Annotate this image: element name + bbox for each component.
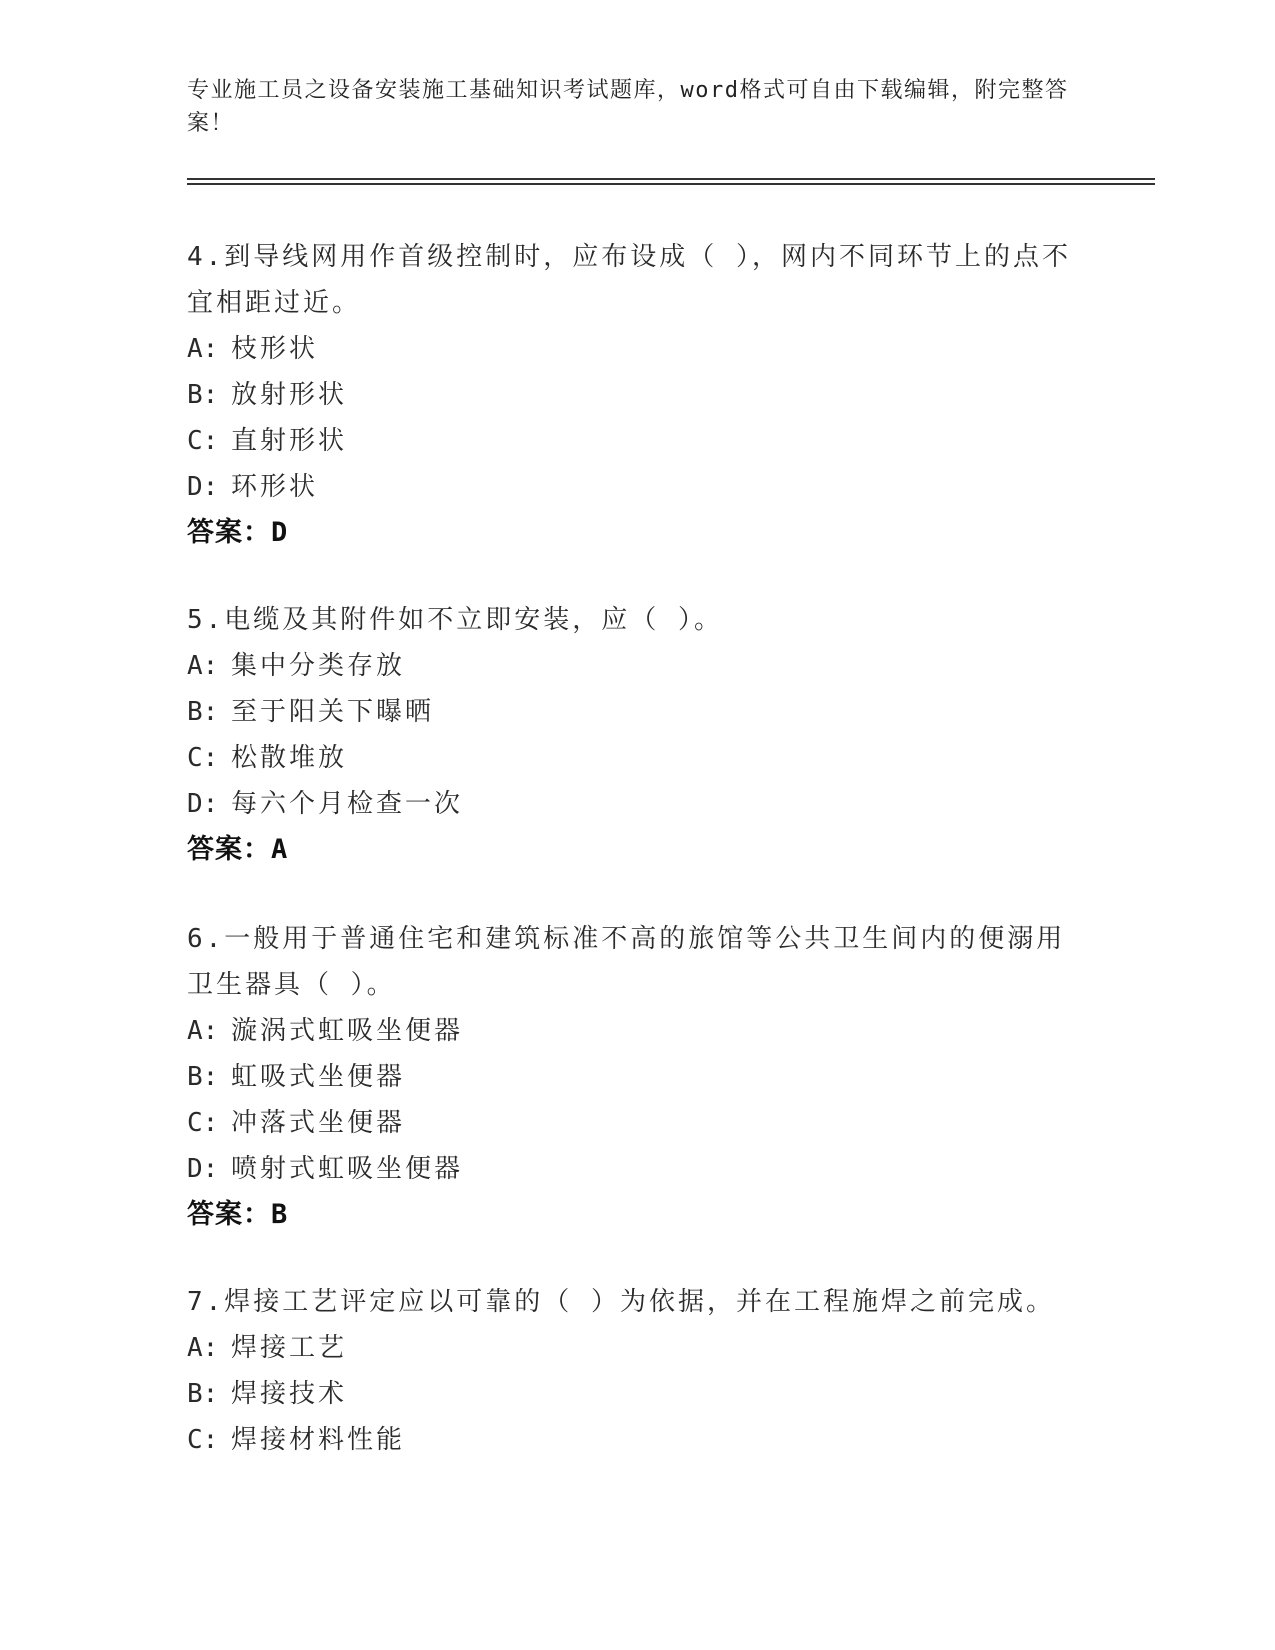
- option-label: D:: [187, 1154, 219, 1184]
- option-text: 焊接工艺: [231, 1333, 348, 1363]
- question-4: [187, 234, 1087, 556]
- option-text: 集中分类存放: [231, 651, 406, 681]
- option-label: A:: [187, 334, 219, 364]
- option-text: 至于阳关下曝晒: [231, 697, 435, 727]
- option-label: B:: [187, 697, 219, 727]
- option-text: 喷射式虹吸坐便器: [231, 1154, 464, 1184]
- question-stem: 4.到导线网用作首级控制时，应布设成（ ），网内不同环节上的点不宜相距过近。: [187, 242, 1071, 318]
- option-c: [187, 418, 1087, 464]
- option-c: [187, 1100, 1087, 1146]
- option-text: 直射形状: [231, 426, 348, 456]
- answer: 答案：B: [187, 1199, 289, 1230]
- option-text: 焊接材料性能: [231, 1425, 406, 1455]
- option-b: [187, 1371, 1087, 1417]
- option-label: A:: [187, 1333, 219, 1363]
- option-b: [187, 372, 1087, 418]
- option-d: [187, 464, 1087, 510]
- question-6: [187, 916, 1087, 1238]
- header-divider-top: [187, 178, 1155, 180]
- question-stem: 5.电缆及其附件如不立即安装，应（ ）。: [187, 605, 723, 635]
- option-d: [187, 781, 1087, 827]
- option-a: [187, 1325, 1087, 1371]
- document-header: 专业施工员之设备安装施工基础知识考试题库，word格式可自由下载编辑，附完整答案！: [187, 78, 1069, 136]
- option-label: B:: [187, 1062, 219, 1092]
- answer: 答案：A: [187, 834, 289, 865]
- option-label: A:: [187, 1016, 219, 1046]
- option-d: [187, 1146, 1087, 1192]
- option-a: [187, 1008, 1087, 1054]
- option-b: [187, 689, 1087, 735]
- option-b: [187, 1054, 1087, 1100]
- question-stem: 6.一般用于普通住宅和建筑标准不高的旅馆等公共卫生间内的便溺用卫生器具（ ）。: [187, 924, 1066, 1000]
- option-text: 每六个月检查一次: [231, 789, 464, 819]
- option-c: [187, 735, 1087, 781]
- option-a: [187, 643, 1087, 689]
- option-label: C:: [187, 1108, 219, 1138]
- option-label: C:: [187, 743, 219, 773]
- question-stem: 7.焊接工艺评定应以可靠的（ ）为依据，并在工程施焊之前完成。: [187, 1287, 1055, 1317]
- option-text: 冲落式坐便器: [231, 1108, 406, 1138]
- option-label: D:: [187, 789, 219, 819]
- option-text: 焊接技术: [231, 1379, 348, 1409]
- option-text: 环形状: [231, 472, 319, 502]
- header-divider-bottom: [187, 183, 1155, 185]
- option-c: [187, 1417, 1087, 1463]
- option-text: 放射形状: [231, 380, 348, 410]
- option-label: A:: [187, 651, 219, 681]
- question-7: [187, 1279, 1087, 1463]
- option-label: D:: [187, 472, 219, 502]
- option-label: B:: [187, 1379, 219, 1409]
- option-label: C:: [187, 1425, 219, 1455]
- question-5: [187, 597, 1087, 873]
- option-a: [187, 326, 1087, 372]
- option-label: B:: [187, 380, 219, 410]
- option-text: 枝形状: [231, 334, 319, 364]
- option-text: 漩涡式虹吸坐便器: [231, 1016, 464, 1046]
- option-label: C:: [187, 426, 219, 456]
- option-text: 松散堆放: [231, 743, 348, 773]
- option-text: 虹吸式坐便器: [231, 1062, 406, 1092]
- answer: 答案：D: [187, 517, 289, 548]
